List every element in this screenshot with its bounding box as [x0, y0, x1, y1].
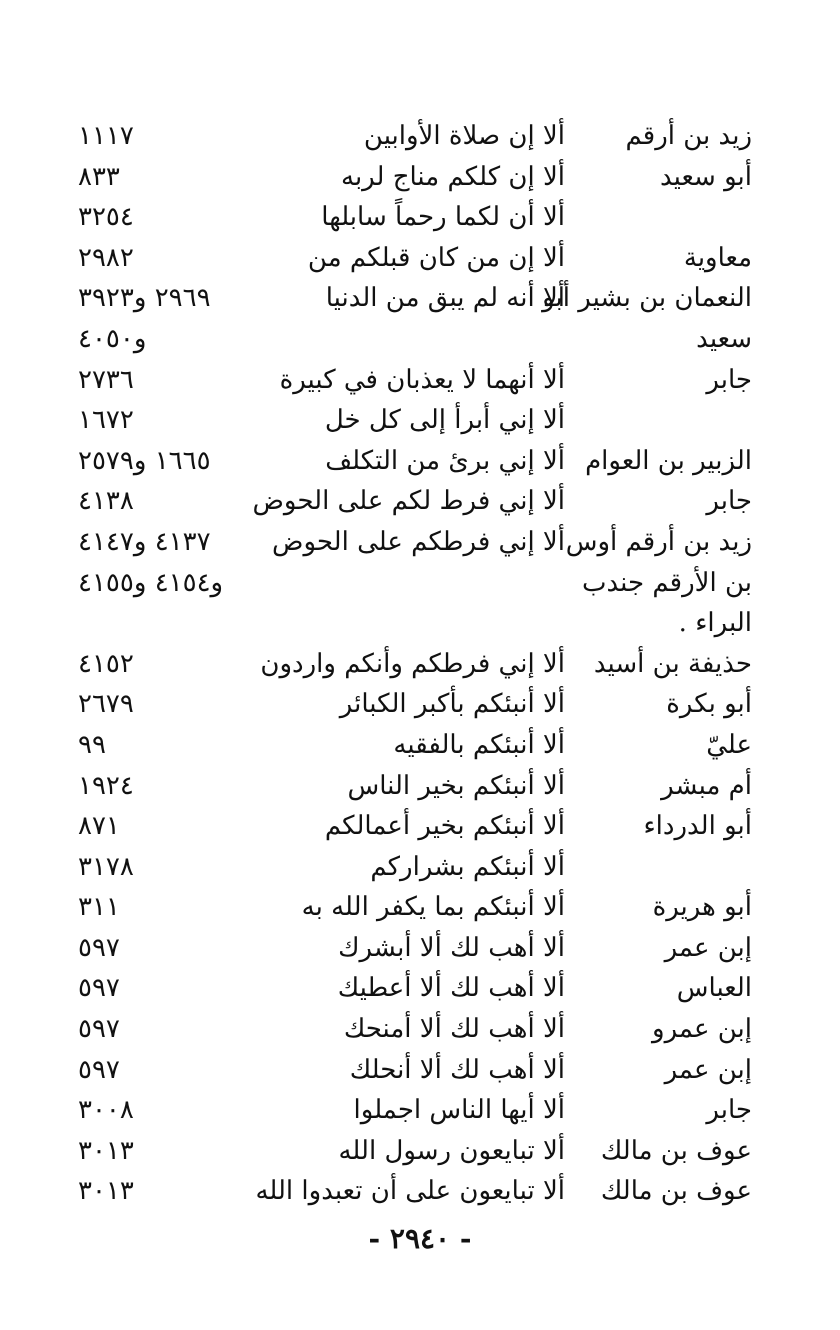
reference-numbers-text: ٤١٣٧ و٤١٤٧: [78, 526, 211, 557]
reference-numbers: [78, 1136, 238, 1166]
index-row: [0, 767, 840, 808]
reference-numbers: [78, 162, 238, 192]
narrator-name: جابر: [706, 486, 752, 517]
reference-numbers-text: ٥٩٧: [78, 1014, 120, 1045]
reference-numbers-text: ٢٩٨٢: [78, 242, 134, 273]
index-row: [0, 929, 840, 970]
index-row: [0, 645, 840, 686]
reference-numbers-text: ٥٩٧: [78, 1054, 120, 1085]
reference-numbers: [78, 486, 238, 516]
index-row: [0, 888, 840, 929]
reference-numbers: [78, 811, 238, 841]
reference-numbers-text: ٣٠٠٨: [78, 1095, 134, 1126]
hadith-opening: ألا إني فرط لكم على الحوض: [252, 486, 565, 517]
narrator-name: حذيفة بن أسيد: [593, 648, 752, 679]
narrator-name: معاوية: [683, 242, 752, 273]
narrator-name: جابر: [706, 364, 752, 395]
narrator-name: إبن عمر: [664, 1054, 752, 1085]
reference-numbers: [78, 1014, 238, 1044]
hadith-opening: ألا أهب لك ألا أمنحك: [343, 1014, 565, 1045]
reference-numbers-text: ٥٩٧: [78, 973, 120, 1004]
narrator-name: إبن عمرو: [652, 1014, 752, 1045]
hadith-opening: ألا إني فرطكم على الحوض: [272, 526, 565, 557]
narrator-name: أبو الدرداء: [643, 811, 752, 842]
hadith-opening: ألا أن لكما رحماً سابلها: [321, 202, 565, 233]
hadith-opening: ألا تبايعون رسول الله: [338, 1135, 565, 1166]
reference-numbers: [78, 283, 238, 313]
hadith-opening: ألا أهب لك ألا أبشرك: [338, 932, 565, 963]
hadith-opening: ألا أنبئكم بالفقيه: [393, 729, 565, 760]
reference-numbers: [78, 527, 238, 557]
hadith-opening: ألا أنبئكم بما يكفر الله به: [301, 892, 565, 923]
index-row: [0, 726, 840, 767]
reference-numbers-text: ٣٠١٣: [78, 1176, 134, 1207]
narrator-name: إبن عمر: [664, 932, 752, 963]
narrator-name: أبو بكرة: [666, 689, 752, 720]
hadith-opening: ألا أهب لك ألا أعطيك: [337, 973, 565, 1004]
hadith-opening: ألا إن كلكم مناج لربه: [341, 161, 565, 192]
reference-numbers: [78, 243, 238, 273]
narrator-name: عوف بن مالك: [600, 1176, 752, 1207]
reference-numbers: [78, 1055, 238, 1085]
narrator-name: زيد بن أرقم: [625, 121, 752, 151]
reference-numbers: [78, 324, 238, 354]
reference-numbers: [78, 405, 238, 435]
narrator-name: أبو سعيد: [660, 161, 752, 192]
hadith-opening: ألا إن من كان قبلكم من: [307, 242, 565, 273]
reference-numbers-text: ٥٩٧: [78, 932, 120, 963]
index-row: [0, 1132, 840, 1173]
index-row: [0, 239, 840, 280]
reference-numbers-text: ٣٠١٣: [78, 1135, 134, 1166]
reference-numbers-text: ٨٣٣: [78, 161, 120, 192]
reference-numbers-text: و٤١٥٤ و٤١٥٥: [78, 567, 224, 598]
index-row: [0, 564, 840, 605]
reference-numbers: [78, 608, 238, 638]
hadith-opening: ألا إني أبرأ إلى كل خل: [324, 405, 565, 436]
index-row: [0, 1172, 840, 1213]
hadith-opening: ألا أهب لك ألا أنحلك: [349, 1054, 565, 1085]
hadith-opening: ألا إني فرطكم وأنكم واردون: [260, 648, 565, 679]
reference-numbers-text: و٤٠٥٠: [78, 323, 147, 354]
hadith-opening: ألا أنه لم يبق من الدنيا: [325, 283, 565, 314]
index-row: [0, 442, 840, 483]
reference-numbers-text: ١٦٧٢: [78, 405, 134, 436]
reference-numbers: [78, 1176, 238, 1206]
index-row: [0, 685, 840, 726]
hadith-opening: ألا إني برئ من التكلف: [325, 445, 565, 476]
narrator-name: العباس: [676, 973, 752, 1004]
index-row: [0, 401, 840, 442]
reference-numbers-text: ١٩٢٤: [78, 770, 134, 801]
index-row: [0, 969, 840, 1010]
hadith-opening: ألا تبايعون على أن تعبدوا الله: [255, 1176, 565, 1207]
index-table: [0, 117, 840, 1213]
narrator-name: أبو هريرة: [652, 892, 752, 923]
reference-numbers-text: ٣١١: [78, 892, 120, 923]
reference-numbers: [78, 933, 238, 963]
index-row: [0, 320, 840, 361]
index-row: [0, 158, 840, 199]
narrator-name: بن الأرقم جندب: [582, 567, 752, 598]
reference-numbers-text: ٤١٣٨: [78, 486, 134, 517]
hadith-opening: ألا أيها الناس اجملوا: [353, 1095, 565, 1126]
reference-numbers-text: ٢٩٦٩ و٣٩٢٣: [78, 283, 211, 314]
index-row: [0, 198, 840, 239]
reference-numbers-text: ٤١٥٢: [78, 648, 134, 679]
reference-numbers: [78, 1095, 238, 1125]
index-row: [0, 1010, 840, 1051]
narrator-name: البراء .: [678, 608, 752, 639]
narrator-name: أم مبشر: [661, 770, 752, 801]
reference-numbers: [78, 852, 238, 882]
reference-numbers: [78, 730, 238, 760]
reference-numbers-text: ١١١٧: [78, 121, 134, 151]
reference-numbers-text: ٢٧٣٦: [78, 364, 134, 395]
reference-numbers: [78, 892, 238, 922]
reference-numbers-text: ٩٩: [78, 729, 106, 760]
narrator-name: زيد بن أرقم أوس: [565, 526, 752, 557]
narrator-name: النعمان بن بشير أبو: [542, 283, 752, 314]
index-row: [0, 279, 840, 320]
narrator-name: الزبير بن العوام: [585, 445, 752, 476]
reference-numbers: [78, 446, 238, 476]
reference-numbers: [78, 649, 238, 679]
narrator-name: جابر: [706, 1095, 752, 1126]
reference-numbers: [78, 365, 238, 395]
hadith-opening: ألا أنبئكم بأكبر الكبائر: [339, 689, 565, 720]
reference-numbers-text: ٢٦٧٩: [78, 689, 134, 720]
reference-numbers: [78, 202, 238, 232]
hadith-opening: ألا أنبئكم بخير الناس: [347, 770, 565, 801]
index-row: [0, 361, 840, 402]
reference-numbers: [78, 689, 238, 719]
index-row: [0, 848, 840, 889]
reference-numbers: [78, 568, 238, 598]
reference-numbers: [78, 973, 238, 1003]
reference-numbers-text: ١٦٦٥ و٢٥٧٩: [78, 445, 211, 476]
hadith-opening: ألا إن صلاة الأوابين: [363, 121, 565, 151]
narrator-name: سعيد: [696, 323, 752, 354]
narrator-name: عوف بن مالك: [600, 1135, 752, 1166]
index-row: [0, 117, 840, 158]
index-row: [0, 1091, 840, 1132]
index-row: [0, 523, 840, 564]
page-number: - ٢٩٤٠ -: [368, 1222, 472, 1255]
reference-numbers-text: ٣٢٥٤: [78, 202, 134, 233]
index-row: [0, 1051, 840, 1092]
index-row: [0, 482, 840, 523]
reference-numbers: [78, 121, 238, 151]
hadith-opening: ألا أنهما لا يعذبان في كبيرة: [279, 364, 565, 395]
reference-numbers: [78, 771, 238, 801]
reference-numbers-text: ٨٧١: [78, 811, 120, 842]
hadith-opening: ألا أنبئكم بخير أعمالكم: [324, 811, 565, 842]
index-row: [0, 807, 840, 848]
hadith-opening: ألا أنبئكم بشراركم: [370, 851, 565, 882]
narrator-name: عليّ: [706, 729, 752, 760]
reference-numbers-text: ٣١٧٨: [78, 851, 134, 882]
index-row: [0, 604, 840, 645]
